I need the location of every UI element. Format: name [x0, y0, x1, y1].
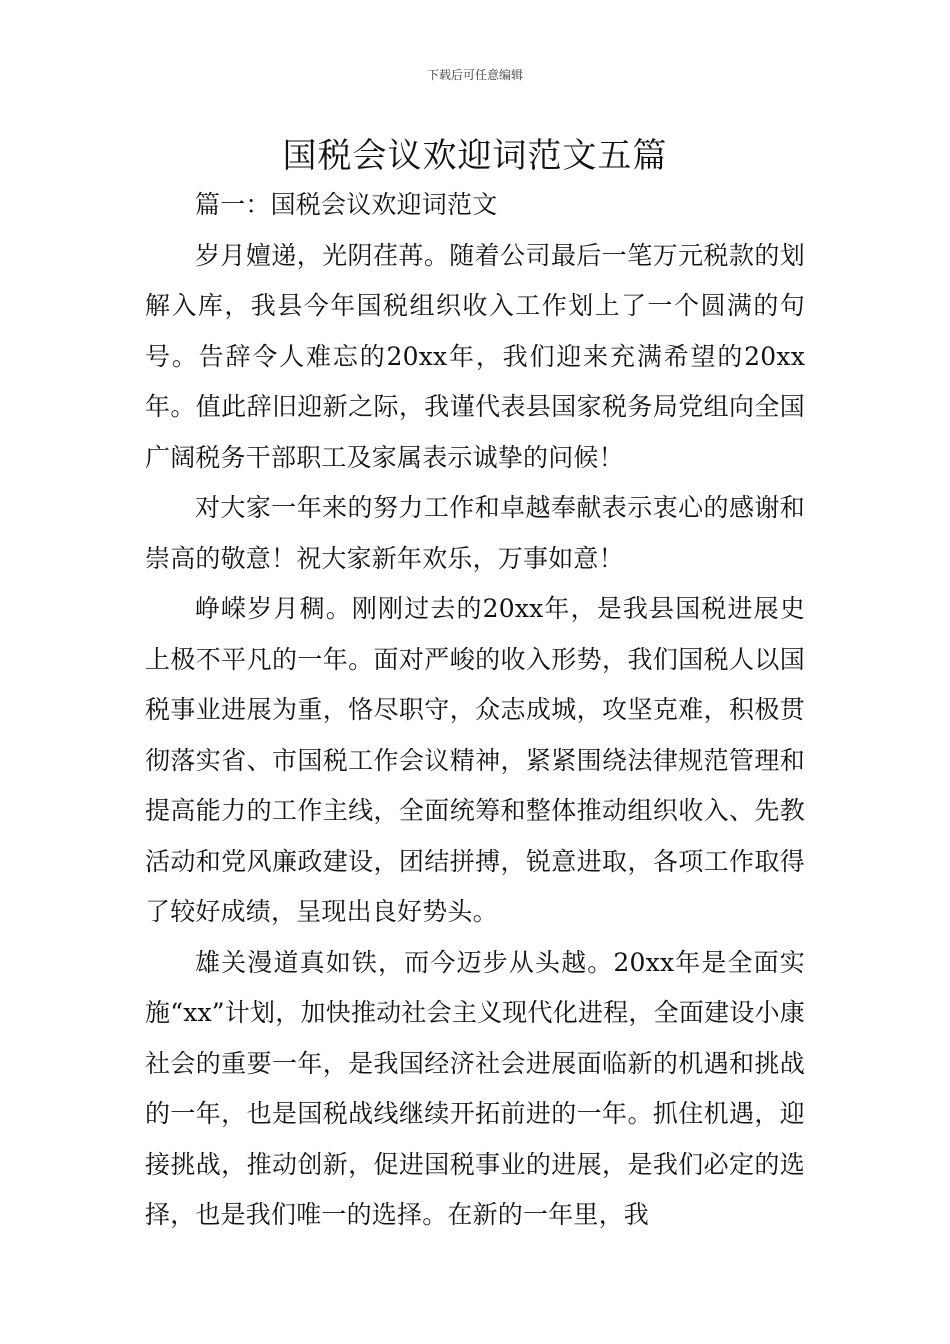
- document-body: [145, 180, 805, 1241]
- paragraph-2: 对大家一年来的努力工作和卓越奉献表示衷心的感谢和崇高的敬意！祝大家新年欢乐，万事如意！: [145, 493, 805, 573]
- paragraph-1: 岁月嬗递，光阴荏苒。随着公司最后一笔万元税款的划解入库，我县今年国税组织收入工作划上了一个圆满的句号。告辞令人难忘的20xx年，我们迎来充满希望的20xx年。值此辞旧迎新之际，我谨代表县国家税务局党组向全国广阔税务干部职工及家属表示诚挚的问候！: [145, 240, 805, 472]
- section-heading: 篇一：国税会议欢迎词范文: [195, 190, 498, 219]
- document-title: 国税会议欢迎词范文五篇: [282, 136, 668, 176]
- paragraph-4: 雄关漫道真如铁，而今迈步从头越。20xx年是全面实施“xx”计划，加快推动社会主义现代化进程，全面建设小康社会的重要一年，是我国经济社会进展面临新的机遇和挑战的一年，也是国税战线继续开拓前进的一年。抓住机遇，迎接挑战，推动创新，促进国税事业的进展，是我们必定的选择，也是我们唯一的选择。在新的一年里，我: [145, 947, 805, 1229]
- paragraph-3: 峥嵘岁月稠。刚刚过去的20xx年，是我县国税进展史上极不平凡的一年。面对严峻的收入形势，我们国税人以国税事业进展为重，恪尽职守，众志成城，攻坚克难，积极贯彻落实省、市国税工作会议精神，紧紧围绕法律规范管理和提高能力的工作主线，全面统筹和整体推动组织收入、先教活动和党风廉政建设，团结拼搏，锐意进取，各项工作取得了较好成绩，呈现出良好势头。: [145, 594, 805, 926]
- header-note: 下载后可任意编辑: [426, 68, 523, 82]
